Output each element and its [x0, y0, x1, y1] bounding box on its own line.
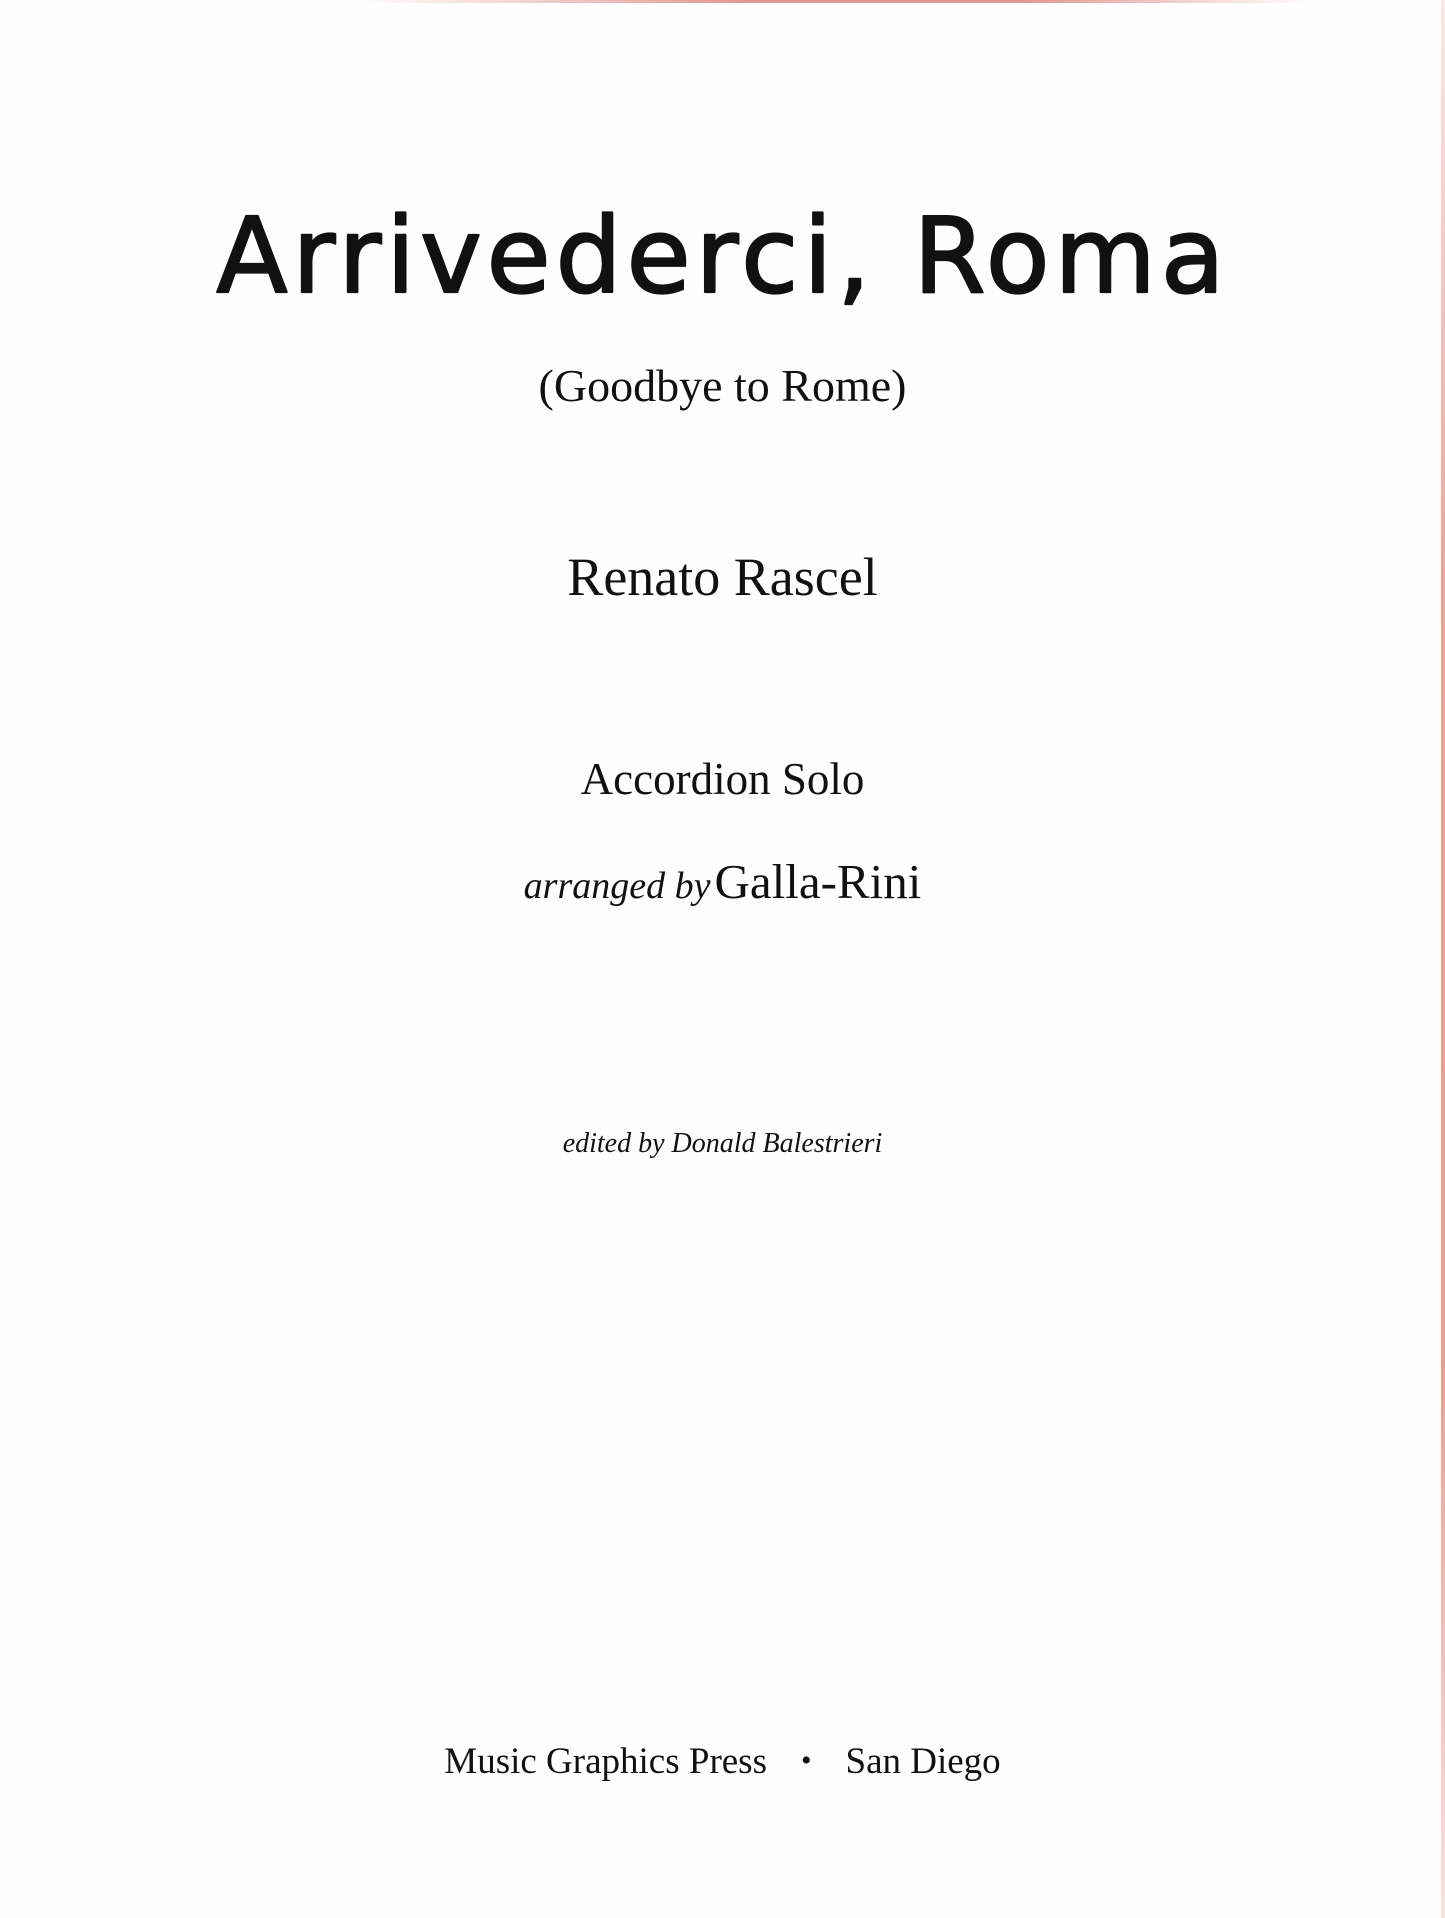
editor-credit: edited by Donald Balestrieri: [562, 1128, 883, 1159]
arranger-label: arranged by: [523, 865, 711, 907]
scan-edge-top: [360, 0, 1310, 3]
composer-name: Renato Rascel: [567, 547, 878, 607]
arranger-credit: [0, 850, 1445, 926]
page-title: [0, 180, 1445, 340]
publisher-city: San Diego: [845, 1741, 1001, 1782]
publisher-name: Music Graphics Press: [444, 1741, 767, 1782]
separator-dot: •: [800, 1744, 812, 1777]
publisher-line: [0, 1736, 1445, 1787]
subtitle: (Goodbye to Rome): [538, 360, 907, 411]
arranger-name: Galla-Rini: [714, 854, 922, 909]
title-text: Arrivederci, Roma: [215, 195, 1230, 317]
handwritten-title: [163, 180, 1283, 340]
instrumentation: Accordion Solo: [580, 754, 865, 804]
